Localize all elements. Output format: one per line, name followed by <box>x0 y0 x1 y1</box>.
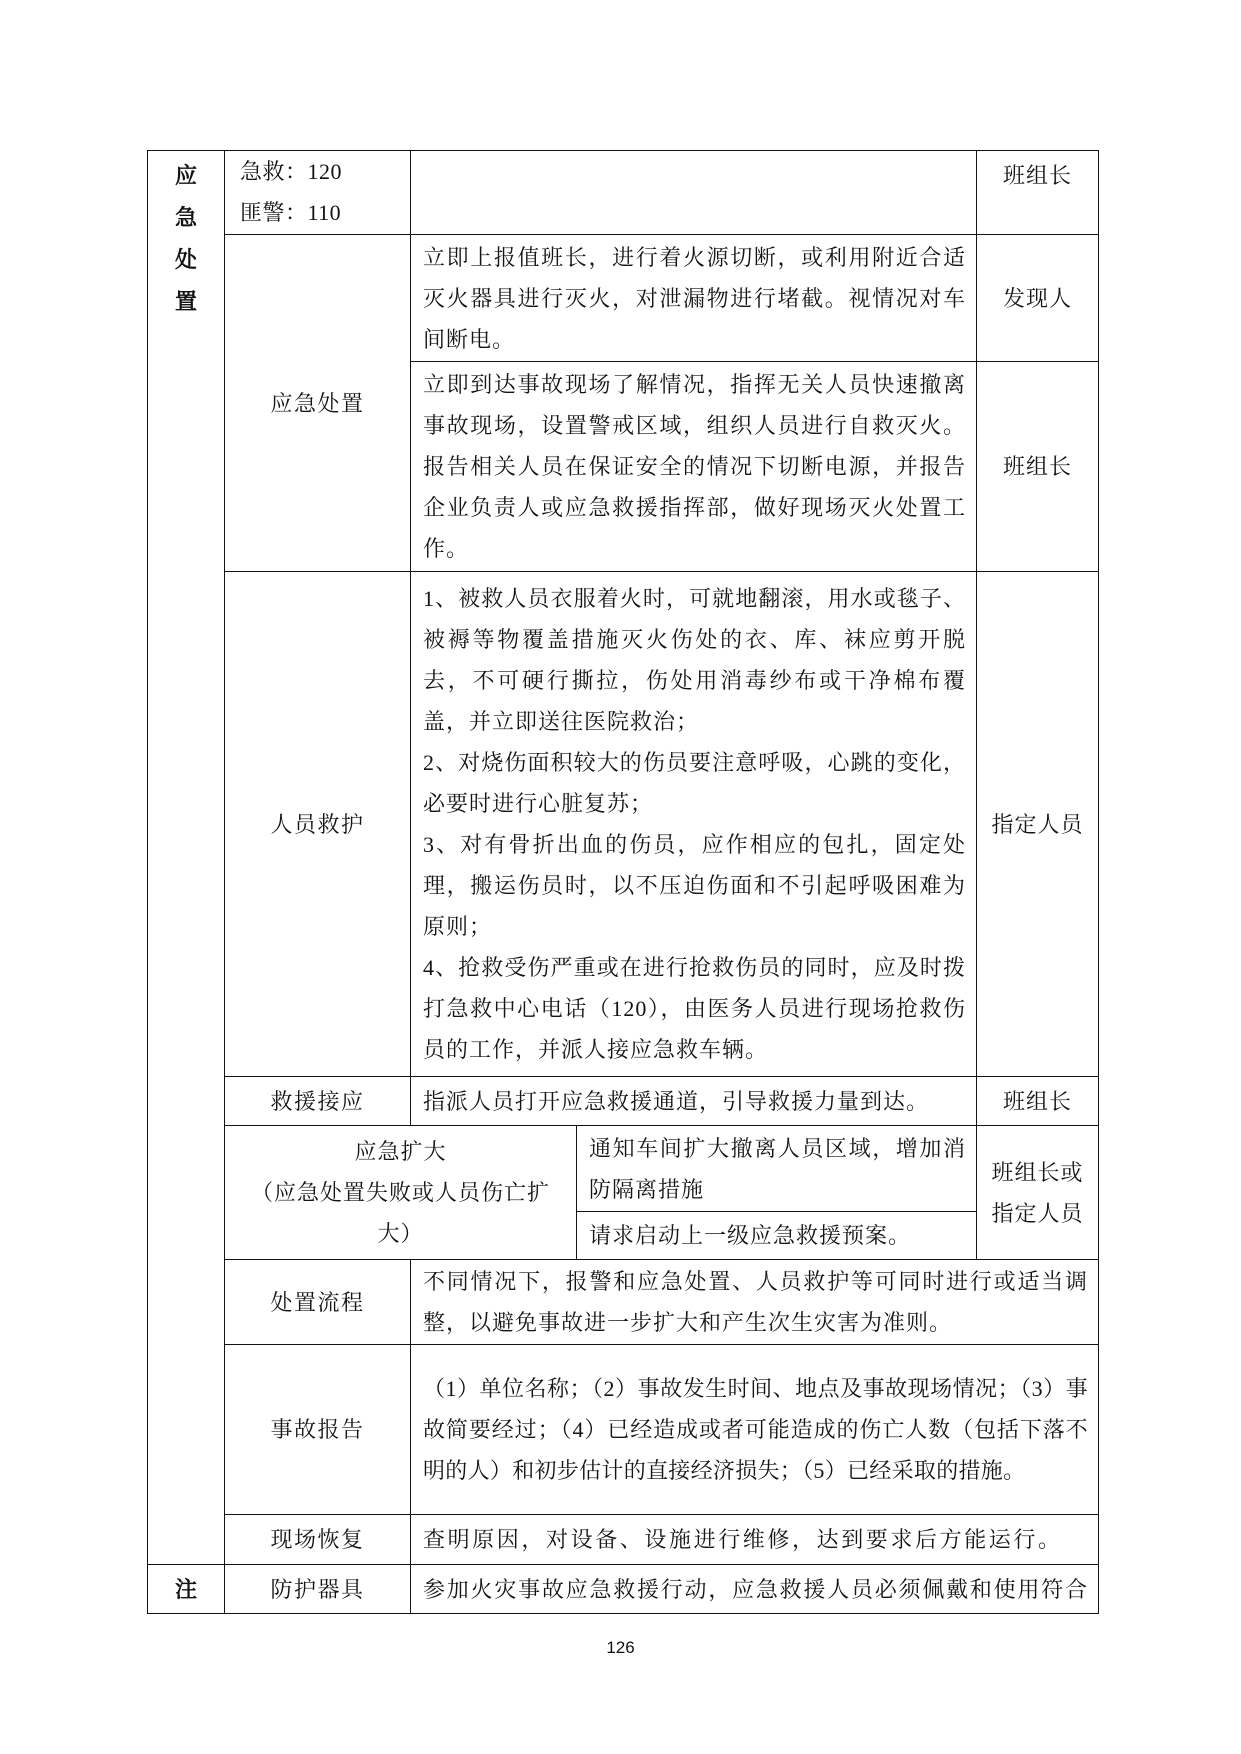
procedure-label: 处置流程 <box>225 1260 411 1345</box>
page-number: 126 <box>606 1638 635 1657</box>
table-row-procedure <box>148 1260 1099 1345</box>
response-step-1-action: 立即上报值班长，进行着火源切断，或利用附近合适灭火器具进行灭火，对泄漏物进行堵截。视情况对车间断电。 <box>411 235 977 362</box>
table-row-rescue <box>148 572 1099 1077</box>
table-row-escalation-1 <box>148 1126 1099 1212</box>
emergency-response-table <box>147 150 1099 1614</box>
report-label: 事故报告 <box>225 1345 411 1515</box>
reception-label: 救援接应 <box>225 1077 411 1126</box>
contacts-cell <box>225 151 411 235</box>
section-label: 应急处置 <box>174 163 197 314</box>
reception-responsible: 班组长 <box>977 1077 1099 1126</box>
protective-text: 参加火灾事故应急救援行动，应急救援人员必须佩戴和使用符合 <box>411 1565 1099 1614</box>
recovery-text: 查明原因，对设备、设施进行维修，达到要求后方能运行。 <box>411 1515 1099 1565</box>
procedure-text: 不同情况下，报警和应急处置、人员救护等可同时进行或适当调整，以避免事故进一步扩大和产生次生灾害为准则。 <box>411 1260 1099 1345</box>
report-text: （1）单位名称；（2）事故发生时间、地点及事故现场情况；（3）事故简要经过；（4）已经造成或者可能造成的伤亡人数（包括下落不明的人）和初步估计的直接经济损失；（5）已经采取的措施。 <box>411 1345 1099 1515</box>
escalation-responsible: 班组长或指定人员 <box>977 1126 1099 1260</box>
rescue-item: 3、对有骨折出血的伤员，应作相应的包扎，固定处理，搬运伤员时，以不压迫伤面和不引起呼吸困难为原则； <box>423 832 966 939</box>
contacts-responsible: 班组长 <box>977 151 1099 235</box>
rescue-responsible: 指定人员 <box>977 572 1099 1077</box>
escalation-label: 应急扩大 <box>354 1139 447 1164</box>
protective-label: 防护器具 <box>225 1565 411 1614</box>
response-step-1-responsible: 发现人 <box>977 235 1099 362</box>
first-aid-number: 急救：120 <box>240 159 343 184</box>
rescue-item: 2、对烧伤面积较大的伤员要注意呼吸，心跳的变化，必要时进行心脏复苏； <box>423 750 966 816</box>
rescue-label: 人员救护 <box>225 572 411 1077</box>
police-number: 匪警：110 <box>240 200 342 225</box>
response-label: 应急处置 <box>225 235 411 572</box>
rescue-item: 1、被救人员衣服着火时，可就地翻滚，用水或毯子、被褥等物覆盖措施灭火伤处的衣、库、袜应剪开脱去，不可硬行撕拉，伤处用消毒纱布或干净棉布覆盖，并立即送往医院救治； <box>423 586 966 734</box>
section-label-cell <box>148 151 225 1565</box>
escalation-label-cell <box>225 1126 577 1260</box>
recovery-label: 现场恢复 <box>225 1515 411 1565</box>
table-row-contacts <box>148 151 1099 235</box>
escalation-action-2: 请求启动上一级应急救援预案。 <box>577 1212 977 1260</box>
table-row-report <box>148 1345 1099 1515</box>
rescue-item: 4、抢救受伤严重或在进行抢救伤员的同时，应及时拨打急救中心电话（120），由医务人员进行现场抢救伤员的工作，并派人接应急救车辆。 <box>423 955 966 1062</box>
table-row-response-1 <box>148 235 1099 362</box>
rescue-items-cell <box>411 572 977 1077</box>
table-row-reception <box>148 1077 1099 1126</box>
reception-action: 指派人员打开应急救援通道，引导救援力量到达。 <box>411 1077 977 1126</box>
escalation-action-1: 通知车间扩大撤离人员区域，增加消防隔离措施 <box>577 1126 977 1212</box>
note-label: 注 <box>148 1565 225 1614</box>
response-step-2-action: 立即到达事故现场了解情况，指挥无关人员快速撤离事故现场，设置警戒区域，组织人员进行自救灭火。报告相关人员在保证安全的情况下切断电源，并报告企业负责人或应急救援指挥部，做好现场灭火处置工作。 <box>411 362 977 572</box>
empty-cell <box>411 151 977 235</box>
table-row-note <box>148 1565 1099 1614</box>
escalation-condition: （应急处置失败或人员伤亡扩大） <box>250 1180 550 1246</box>
response-step-2-responsible: 班组长 <box>977 362 1099 572</box>
table-row-recovery <box>148 1515 1099 1565</box>
